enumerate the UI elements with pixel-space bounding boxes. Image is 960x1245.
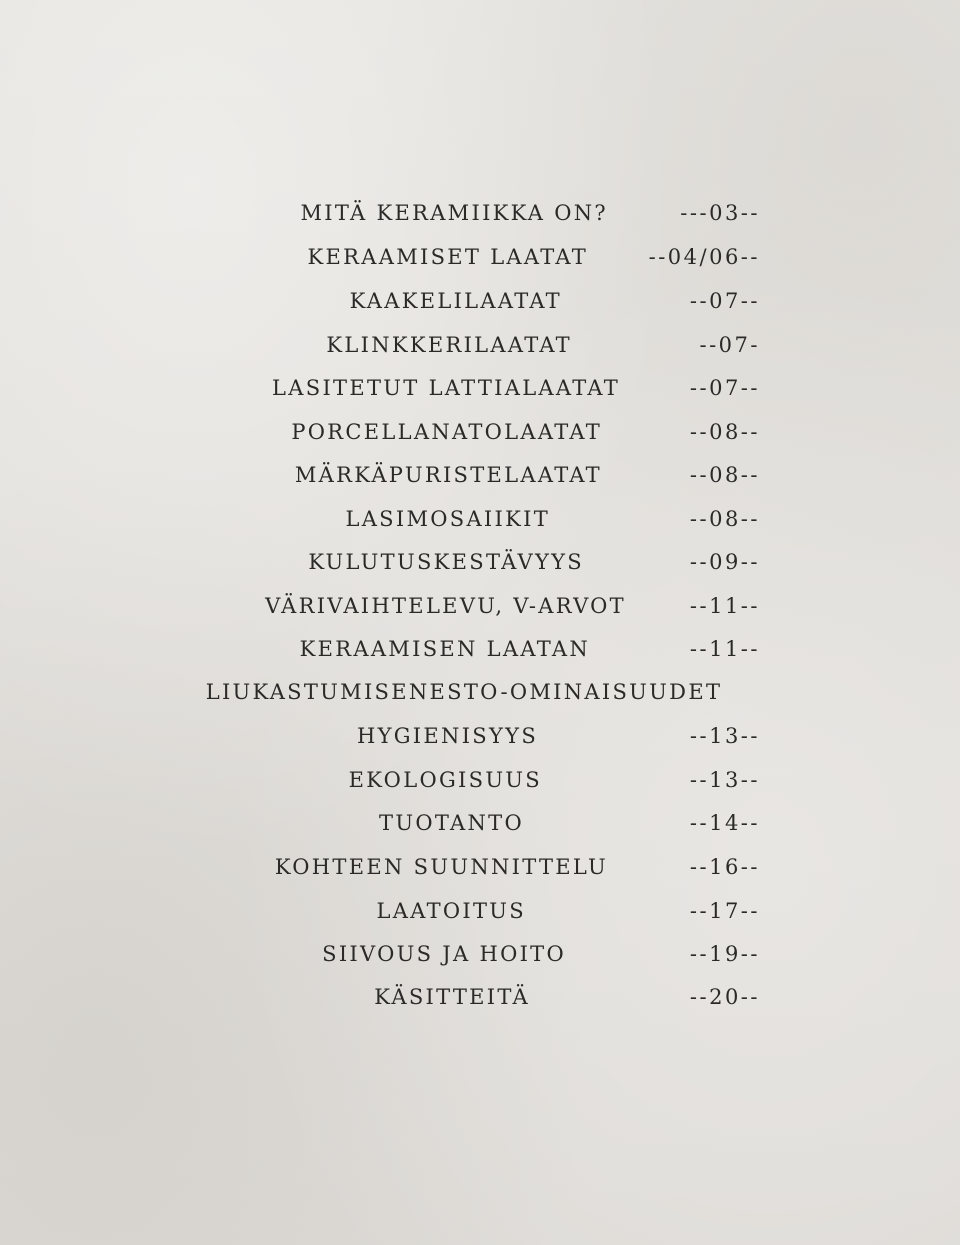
toc-entry	[0, 716, 960, 756]
toc-entry-page: --08--	[689, 420, 760, 444]
toc-entry-page: --20--	[689, 985, 760, 1009]
toc-entry-title: EKOLOGISUUS	[348, 768, 542, 792]
toc-entry	[0, 455, 960, 495]
toc-entry	[0, 803, 960, 843]
toc-entry-page: ---03--	[680, 201, 760, 225]
toc-entry-title: LAATOITUS	[376, 899, 526, 923]
toc-entry	[0, 977, 960, 1017]
toc-entry-page: --16--	[689, 855, 760, 879]
toc-entry-page: --08--	[689, 463, 760, 487]
toc-entry-title: KERAAMISEN LAATAN	[299, 637, 590, 661]
toc-entry-title: VÄRIVAIHTELEVU, V-ARVOT	[265, 594, 626, 618]
toc-entry-page: --07-	[699, 333, 760, 357]
toc-entry	[0, 760, 960, 800]
toc-entry	[0, 586, 960, 626]
toc-entry-page: --07--	[689, 289, 760, 313]
toc-entry	[0, 368, 960, 408]
toc-entry-title: HYGIENISYYS	[356, 724, 538, 748]
toc-entry-title: SIIVOUS JA HOITO	[322, 942, 566, 966]
toc-entry-title: KÄSITTEITÄ	[374, 985, 530, 1009]
toc-entry	[0, 499, 960, 539]
toc-entry-page: --07--	[689, 376, 760, 400]
toc-entry-page: --17--	[689, 899, 760, 923]
toc-entry	[0, 542, 960, 582]
toc-entry	[0, 193, 960, 233]
toc-entry	[0, 281, 960, 321]
toc-entry-page: --04/06--	[648, 245, 760, 269]
toc-entry-page: --08--	[689, 507, 760, 531]
toc-entry	[0, 891, 960, 931]
toc-entry	[0, 325, 960, 365]
toc-entry-title: PORCELLANATOLAATAT	[291, 420, 602, 444]
toc-entry-title: TUOTANTO	[379, 811, 524, 835]
toc-entry-page: --13--	[689, 724, 760, 748]
toc-entry-title: KAAKELILAATAT	[349, 289, 562, 313]
toc-entry-title: LIUKASTUMISENESTO-OMINAISUUDET	[205, 680, 723, 704]
toc-entry-title: MITÄ KERAMIIKKA ON?	[300, 201, 608, 225]
toc-entry-page: --14--	[689, 811, 760, 835]
toc-entry-title: MÄRKÄPURISTELAATAT	[294, 463, 602, 487]
toc-entry	[0, 672, 960, 712]
toc-entry	[0, 237, 960, 277]
toc-entry-page: --13--	[689, 768, 760, 792]
toc-entry	[0, 934, 960, 974]
toc-entry-title: LASITETUT LATTIALAATAT	[272, 376, 620, 400]
toc-entry-title: KLINKKERILAATAT	[326, 333, 572, 357]
toc-entry	[0, 412, 960, 452]
toc-entry-page: --09--	[689, 550, 760, 574]
toc-entry-page: --11--	[689, 637, 760, 661]
toc-entry	[0, 629, 960, 669]
toc-entry-title: KERAAMISET LAATAT	[307, 245, 588, 269]
toc-entry-title: LASIMOSAIIKIT	[345, 507, 550, 531]
toc-entry-page: --11--	[689, 594, 760, 618]
toc-entry-page: --19--	[689, 942, 760, 966]
toc-entry	[0, 847, 960, 887]
toc-entry-title: KULUTUSKESTÄVYYS	[308, 550, 584, 574]
toc-entry-title: KOHTEEN SUUNNITTELU	[274, 855, 608, 879]
